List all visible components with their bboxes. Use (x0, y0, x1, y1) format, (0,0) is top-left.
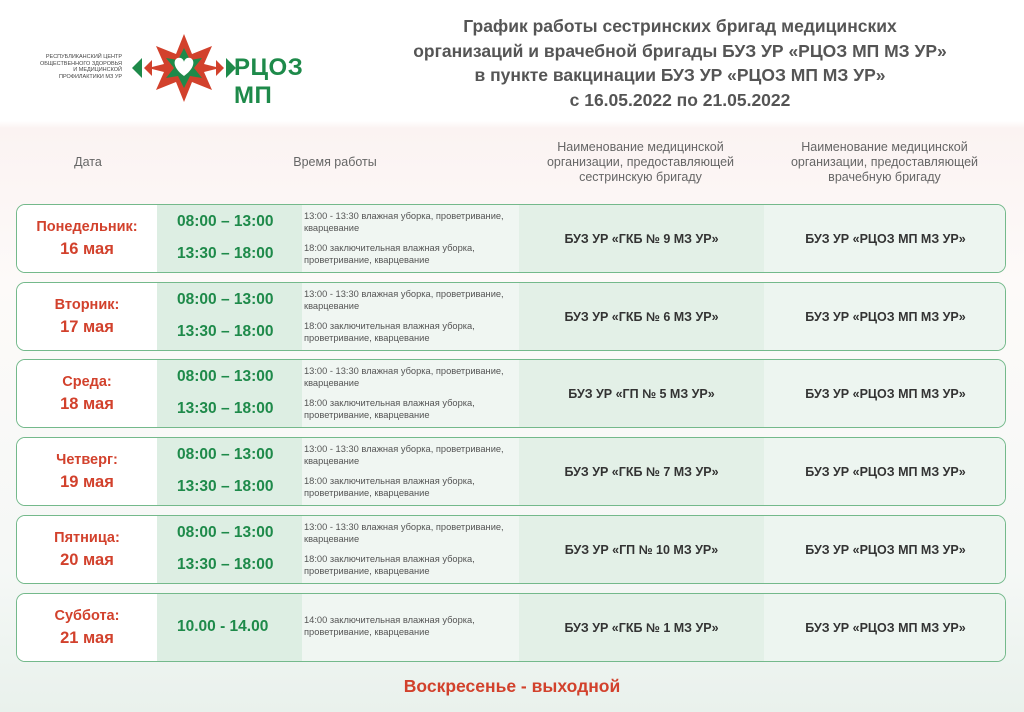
header-time: Время работы (293, 155, 377, 169)
logo-name: РЦОЗ МП (234, 54, 304, 109)
day-name: Суббота: (54, 608, 120, 624)
cleaning-note-1: 13:00 - 13:30 влажная уборка, проветривание, кварцевание (304, 444, 504, 466)
doctor-org: БУЗ УР «РЦОЗ МП МЗ УР» (805, 542, 966, 557)
doctor-org-cell (764, 516, 1006, 583)
doctor-org: БУЗ УР «РЦОЗ МП МЗ УР» (805, 386, 966, 401)
time-slot-1: 08:00 – 13:00 (177, 291, 274, 308)
schedule-row (16, 359, 1006, 428)
note-cell (302, 205, 519, 272)
doctor-org: БУЗ УР «РЦОЗ МП МЗ УР» (805, 620, 966, 635)
logo-org-full-name: РЕСПУБЛИКАНСКИЙ ЦЕНТР ОБЩЕСТВЕННОГО ЗДОРОВЬЯ И МЕДИЦИНСКОЙ ПРОФИЛАКТИКИ МЗ УР (39, 54, 122, 80)
header-doctor-line-2: организации, предоставляющей (790, 155, 979, 169)
cleaning-note-2: 18:00 заключительная влажная уборка, проветривание, кварцевание (304, 398, 475, 420)
day-name: Пятница: (54, 530, 120, 546)
day-date: 18 мая (60, 395, 114, 413)
doctor-org: БУЗ УР «РЦОЗ МП МЗ УР» (805, 231, 966, 246)
time-cell (157, 438, 302, 505)
day-cell (17, 205, 157, 272)
doctor-org: БУЗ УР «РЦОЗ МП МЗ УР» (805, 309, 966, 324)
time-cell (157, 594, 302, 661)
day-cell (17, 594, 157, 661)
nurse-org: БУЗ УР «ГКБ № 9 МЗ УР» (564, 231, 719, 246)
day-name: Четверг: (56, 452, 118, 468)
doctor-org-cell (764, 594, 1006, 661)
day-cell (17, 283, 157, 350)
time-slot-2: 13:30 – 18:00 (177, 478, 274, 495)
nurse-org-cell (519, 516, 764, 583)
day-date: 16 мая (60, 240, 114, 258)
nurse-org: БУЗ УР «ГКБ № 6 МЗ УР» (564, 309, 719, 324)
title-line-4: с 16.05.2022 по 21.05.2022 (569, 89, 791, 110)
note-cell (302, 594, 519, 661)
header-doctor-line-3: врачебную бригаду (828, 170, 941, 184)
time-cell (157, 283, 302, 350)
time-cell (157, 516, 302, 583)
schedule-row (16, 437, 1006, 506)
cleaning-note-1: 13:00 - 13:30 влажная уборка, проветривание, кварцевание (304, 522, 504, 544)
header-doctor-line-1: Наименование медицинской (801, 140, 968, 154)
doctor-org-cell (764, 438, 1006, 505)
day-date: 21 мая (60, 629, 114, 647)
time-cell (157, 205, 302, 272)
page-title (360, 14, 1000, 112)
day-cell (17, 516, 157, 583)
day-date: 19 мая (60, 473, 114, 491)
cleaning-note-1: 13:00 - 13:30 влажная уборка, проветривание, кварцевание (304, 366, 504, 388)
day-name: Среда: (62, 374, 112, 390)
time-slot-2: 13:30 – 18:00 (177, 245, 274, 262)
doctor-org-cell (764, 283, 1006, 350)
note-cell (302, 516, 519, 583)
day-cell (17, 360, 157, 427)
doctor-org-cell (764, 205, 1006, 272)
note-cell (302, 283, 519, 350)
day-date: 20 мая (60, 551, 114, 569)
time-slot-1: 08:00 – 13:00 (177, 446, 274, 463)
day-name: Понедельник: (36, 219, 138, 235)
nurse-org-cell (519, 205, 764, 272)
header-nurse-line-3: сестринскую бригаду (579, 170, 702, 184)
header-nurse-org (518, 140, 763, 185)
title-line-3: в пункте вакцинации БУЗ УР «РЦОЗ МП МЗ УР» (474, 65, 886, 85)
nurse-org: БУЗ УР «ГКБ № 7 МЗ УР» (564, 464, 719, 479)
header-doctor-org (763, 140, 1006, 185)
nurse-org-cell (519, 594, 764, 661)
doctor-org: БУЗ УР «РЦОЗ МП МЗ УР» (805, 464, 966, 479)
time-slot-1: 08:00 – 13:00 (177, 213, 274, 230)
title-line-2: организаций и врачебной бригады БУЗ УР «РЦОЗ МП МЗ УР» (413, 40, 947, 61)
nurse-org-cell (519, 360, 764, 427)
schedule-row (16, 515, 1006, 584)
time-slot-1: 08:00 – 13:00 (177, 524, 274, 541)
title-line-1: График работы сестринских бригад медицинских (463, 16, 897, 36)
note-cell (302, 438, 519, 505)
logo (38, 32, 328, 109)
time-slot-1: 08:00 – 13:00 (177, 368, 274, 385)
schedule-row (16, 593, 1006, 662)
day-cell (17, 438, 157, 505)
doctor-org-cell (764, 360, 1006, 427)
nurse-org-cell (519, 438, 764, 505)
time-slot-2: 13:30 – 18:00 (177, 556, 274, 573)
nurse-org-cell (519, 283, 764, 350)
schedule-row (16, 204, 1006, 273)
time-cell (157, 360, 302, 427)
time-slot-2: 13:30 – 18:00 (177, 400, 274, 417)
cleaning-note-1: 14:00 заключительная влажная уборка, проветривание, кварцевание (304, 615, 475, 637)
schedule-row (16, 282, 1006, 351)
day-off-note: Воскресенье - выходной (403, 676, 621, 696)
nurse-org: БУЗ УР «ГП № 10 МЗ УР» (564, 542, 719, 557)
header-nurse-line-2: организации, предоставляющей (546, 155, 735, 169)
header-nurse-line-1: Наименование медицинской (557, 140, 724, 154)
note-cell (302, 360, 519, 427)
ornament-heart-icon (128, 32, 238, 104)
cleaning-note-2: 18:00 заключительная влажная уборка, проветривание, кварцевание (304, 243, 475, 265)
day-date: 17 мая (60, 318, 114, 336)
nurse-org: БУЗ УР «ГКБ № 1 МЗ УР» (564, 620, 719, 635)
nurse-org: БУЗ УР «ГП № 5 МЗ УР» (568, 386, 715, 401)
cleaning-note-2: 18:00 заключительная влажная уборка, проветривание, кварцевание (304, 476, 475, 498)
cleaning-note-2: 18:00 заключительная влажная уборка, проветривание, кварцевание (304, 321, 475, 343)
cleaning-note-1: 13:00 - 13:30 влажная уборка, проветривание, кварцевание (304, 289, 504, 311)
day-name: Вторник: (54, 297, 120, 313)
time-slot-1: 10.00 - 14.00 (177, 618, 269, 635)
header-date: Дата (74, 155, 102, 169)
cleaning-note-2: 18:00 заключительная влажная уборка, проветривание, кварцевание (304, 554, 475, 576)
cleaning-note-1: 13:00 - 13:30 влажная уборка, проветривание, кварцевание (304, 211, 504, 233)
time-slot-2: 13:30 – 18:00 (177, 323, 274, 340)
